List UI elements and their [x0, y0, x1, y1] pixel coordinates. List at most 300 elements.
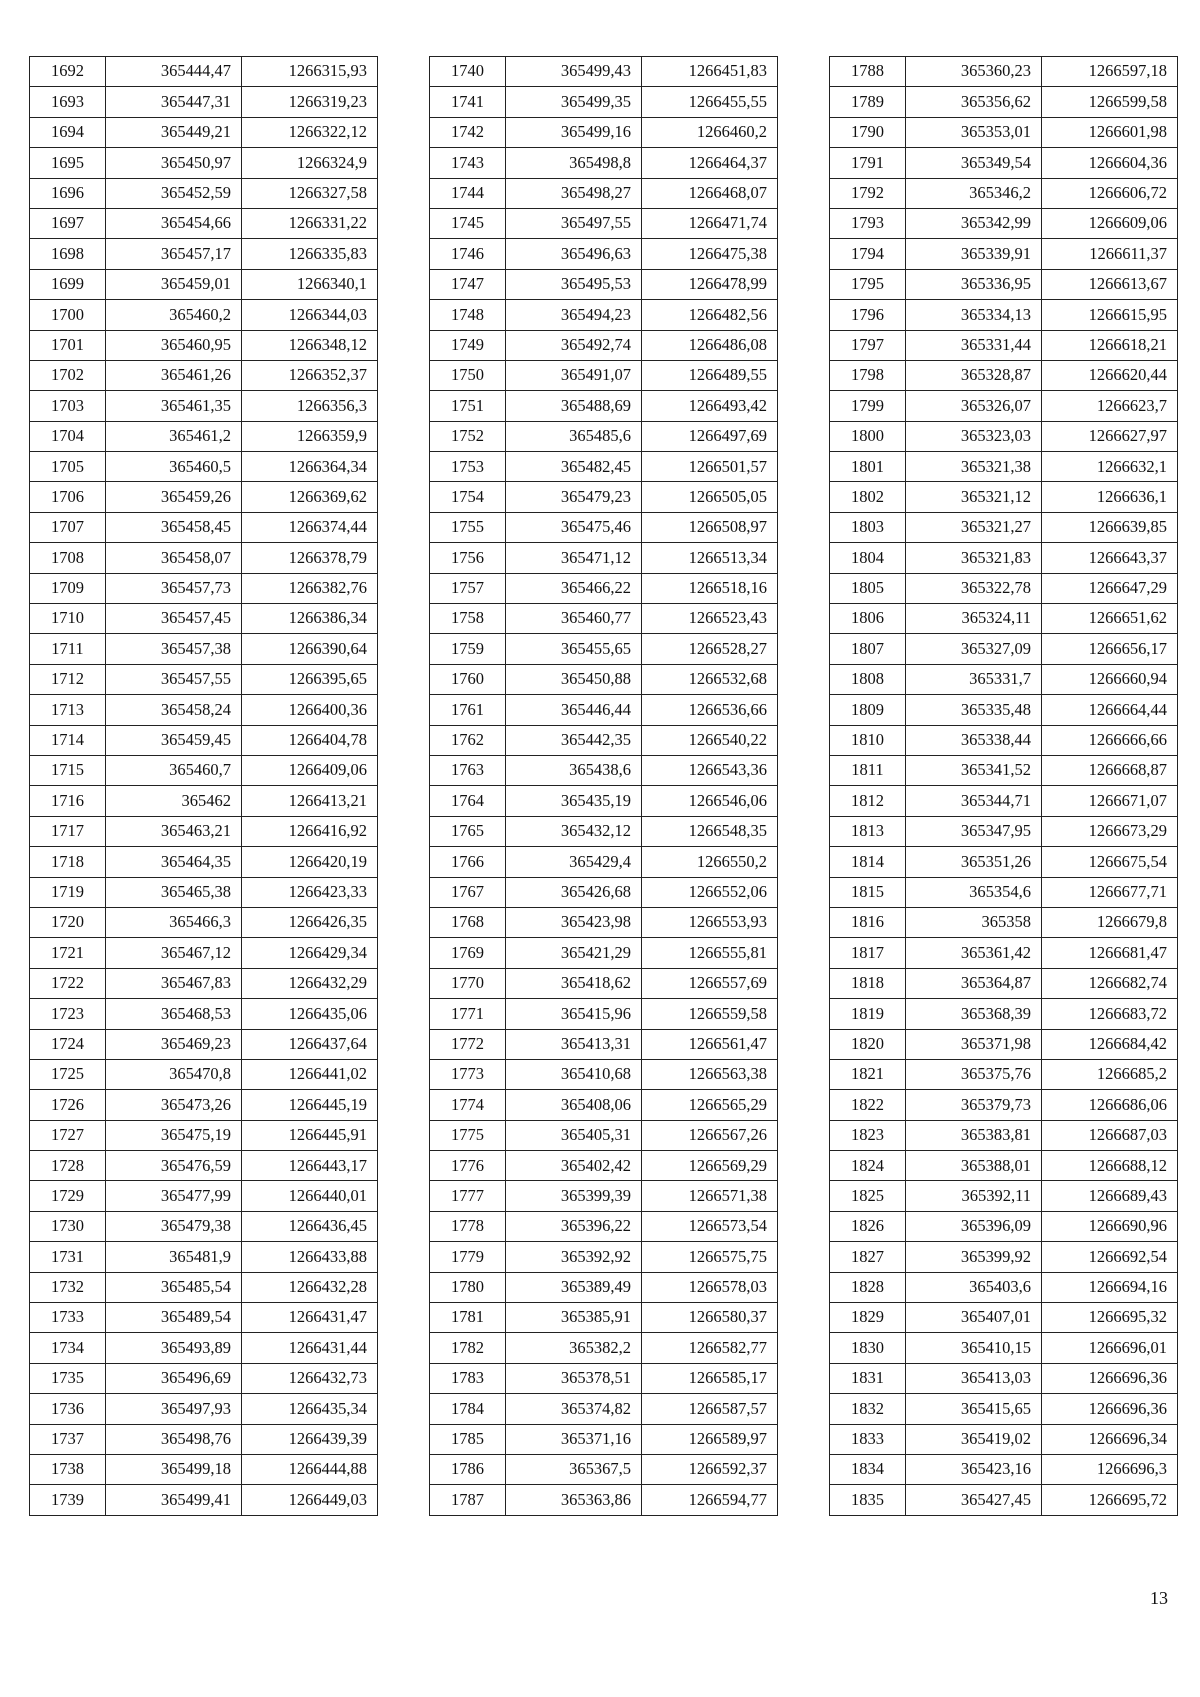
table-row: [30, 57, 378, 87]
x-coordinate-cell: 365328,87: [906, 360, 1042, 390]
x-coordinate-cell: 365360,23: [906, 57, 1042, 87]
point-number-cell: 1823: [830, 1120, 906, 1150]
table-row: [430, 604, 778, 634]
x-coordinate-cell: 365450,88: [506, 664, 642, 694]
point-number-cell: 1737: [30, 1424, 106, 1454]
table-row: [830, 786, 1178, 816]
y-coordinate-cell: 1266682,74: [1042, 968, 1178, 998]
table-row: [830, 482, 1178, 512]
x-coordinate-cell: 365461,35: [106, 391, 242, 421]
x-coordinate-cell: 365460,2: [106, 300, 242, 330]
x-coordinate-cell: 365479,38: [106, 1211, 242, 1241]
point-number-cell: 1722: [30, 968, 106, 998]
point-number-cell: 1748: [430, 300, 506, 330]
table-row: [830, 755, 1178, 785]
y-coordinate-cell: 1266647,29: [1042, 573, 1178, 603]
x-coordinate-cell: 365481,9: [106, 1242, 242, 1272]
point-number-cell: 1834: [830, 1454, 906, 1484]
point-number-cell: 1750: [430, 360, 506, 390]
x-coordinate-cell: 365321,83: [906, 543, 1042, 573]
y-coordinate-cell: 1266378,79: [242, 543, 378, 573]
point-number-cell: 1755: [430, 512, 506, 542]
x-coordinate-cell: 365336,95: [906, 269, 1042, 299]
x-coordinate-cell: 365429,4: [506, 847, 642, 877]
point-number-cell: 1822: [830, 1090, 906, 1120]
y-coordinate-cell: 1266441,02: [242, 1059, 378, 1089]
table-row: [430, 543, 778, 573]
table-row: [430, 938, 778, 968]
x-coordinate-cell: 365388,01: [906, 1151, 1042, 1181]
table-row: [430, 1272, 778, 1302]
table-row: [30, 1151, 378, 1181]
table-row: [430, 1120, 778, 1150]
point-number-cell: 1743: [430, 148, 506, 178]
x-coordinate-cell: 365499,41: [106, 1485, 242, 1515]
point-number-cell: 1751: [430, 391, 506, 421]
x-coordinate-cell: 365499,16: [506, 117, 642, 147]
table-row: [830, 269, 1178, 299]
table-row: [30, 543, 378, 573]
point-number-cell: 1728: [30, 1151, 106, 1181]
x-coordinate-cell: 365415,65: [906, 1394, 1042, 1424]
point-number-cell: 1739: [30, 1485, 106, 1515]
y-coordinate-cell: 1266546,06: [642, 786, 778, 816]
y-coordinate-cell: 1266561,47: [642, 1029, 778, 1059]
table-row: [430, 573, 778, 603]
point-number-cell: 1780: [430, 1272, 506, 1302]
point-number-cell: 1801: [830, 452, 906, 482]
y-coordinate-cell: 1266660,94: [1042, 664, 1178, 694]
y-coordinate-cell: 1266597,18: [1042, 57, 1178, 87]
point-number-cell: 1696: [30, 178, 106, 208]
x-coordinate-cell: 365361,42: [906, 938, 1042, 968]
y-coordinate-cell: 1266557,69: [642, 968, 778, 998]
y-coordinate-cell: 1266382,76: [242, 573, 378, 603]
y-coordinate-cell: 1266432,29: [242, 968, 378, 998]
x-coordinate-cell: 365468,53: [106, 999, 242, 1029]
y-coordinate-cell: 1266618,21: [1042, 330, 1178, 360]
point-number-cell: 1809: [830, 695, 906, 725]
point-number-cell: 1832: [830, 1394, 906, 1424]
point-number-cell: 1749: [430, 330, 506, 360]
table-row: [30, 300, 378, 330]
point-number-cell: 1761: [430, 695, 506, 725]
point-number-cell: 1723: [30, 999, 106, 1029]
table-row: [830, 847, 1178, 877]
table-row: [30, 208, 378, 238]
x-coordinate-cell: 365322,78: [906, 573, 1042, 603]
point-number-cell: 1752: [430, 421, 506, 451]
point-number-cell: 1814: [830, 847, 906, 877]
table-row: [430, 1424, 778, 1454]
x-coordinate-cell: 365410,15: [906, 1333, 1042, 1363]
table-row: [430, 421, 778, 451]
point-number-cell: 1802: [830, 482, 906, 512]
table-row: [430, 1090, 778, 1120]
table-row: [830, 1303, 1178, 1333]
x-coordinate-cell: 365499,35: [506, 87, 642, 117]
table-row: [430, 269, 778, 299]
y-coordinate-cell: 1266679,8: [1042, 907, 1178, 937]
table-row: [830, 1333, 1178, 1363]
x-coordinate-cell: 365356,62: [906, 87, 1042, 117]
y-coordinate-cell: 1266695,72: [1042, 1485, 1178, 1515]
table-row: [830, 1211, 1178, 1241]
table-row: [830, 1090, 1178, 1120]
table-row: [430, 664, 778, 694]
table-row: [830, 360, 1178, 390]
point-number-cell: 1747: [430, 269, 506, 299]
table-row: [430, 57, 778, 87]
table-row: [830, 1059, 1178, 1089]
y-coordinate-cell: 1266585,17: [642, 1363, 778, 1393]
y-coordinate-cell: 1266599,58: [1042, 87, 1178, 117]
point-number-cell: 1710: [30, 604, 106, 634]
x-coordinate-cell: 365403,6: [906, 1272, 1042, 1302]
table-row: [30, 573, 378, 603]
table-row: [830, 1242, 1178, 1272]
point-number-cell: 1784: [430, 1394, 506, 1424]
y-coordinate-cell: 1266352,37: [242, 360, 378, 390]
point-number-cell: 1744: [430, 178, 506, 208]
table-row: [430, 452, 778, 482]
table-row: [30, 1333, 378, 1363]
point-number-cell: 1829: [830, 1303, 906, 1333]
x-coordinate-cell: 365399,92: [906, 1242, 1042, 1272]
y-coordinate-cell: 1266426,35: [242, 907, 378, 937]
table-row: [830, 877, 1178, 907]
table-row: [30, 695, 378, 725]
point-number-cell: 1827: [830, 1242, 906, 1272]
x-coordinate-cell: 365460,7: [106, 755, 242, 785]
y-coordinate-cell: 1266552,06: [642, 877, 778, 907]
table-row: [30, 269, 378, 299]
x-coordinate-cell: 365470,8: [106, 1059, 242, 1089]
table-row: [830, 695, 1178, 725]
x-coordinate-cell: 365446,44: [506, 695, 642, 725]
table-row: [430, 330, 778, 360]
table-row: [430, 208, 778, 238]
table-row: [30, 148, 378, 178]
table-row: [830, 1485, 1178, 1515]
x-coordinate-cell: 365452,59: [106, 178, 242, 208]
table-row: [30, 360, 378, 390]
table-row: [30, 512, 378, 542]
x-coordinate-cell: 365344,71: [906, 786, 1042, 816]
coordinate-table-body: [30, 57, 378, 1516]
y-coordinate-cell: 1266688,12: [1042, 1151, 1178, 1181]
point-number-cell: 1732: [30, 1272, 106, 1302]
table-row: [30, 604, 378, 634]
x-coordinate-cell: 365413,31: [506, 1029, 642, 1059]
x-coordinate-cell: 365466,3: [106, 907, 242, 937]
point-number-cell: 1795: [830, 269, 906, 299]
y-coordinate-cell: 1266409,06: [242, 755, 378, 785]
point-number-cell: 1704: [30, 421, 106, 451]
table-row: [830, 543, 1178, 573]
x-coordinate-cell: 365489,54: [106, 1303, 242, 1333]
x-coordinate-cell: 365476,59: [106, 1151, 242, 1181]
x-coordinate-cell: 365435,19: [506, 786, 642, 816]
point-number-cell: 1734: [30, 1333, 106, 1363]
y-coordinate-cell: 1266404,78: [242, 725, 378, 755]
x-coordinate-cell: 365438,6: [506, 755, 642, 785]
y-coordinate-cell: 1266324,9: [242, 148, 378, 178]
x-coordinate-cell: 365426,68: [506, 877, 642, 907]
x-coordinate-cell: 365497,55: [506, 208, 642, 238]
coordinate-table-3: [829, 56, 1178, 1516]
y-coordinate-cell: 1266327,58: [242, 178, 378, 208]
point-number-cell: 1818: [830, 968, 906, 998]
x-coordinate-cell: 365461,2: [106, 421, 242, 451]
table-row: [830, 57, 1178, 87]
point-number-cell: 1701: [30, 330, 106, 360]
table-row: [430, 999, 778, 1029]
y-coordinate-cell: 1266445,19: [242, 1090, 378, 1120]
x-coordinate-cell: 365363,86: [506, 1485, 642, 1515]
x-coordinate-cell: 365324,11: [906, 604, 1042, 634]
point-number-cell: 1765: [430, 816, 506, 846]
point-number-cell: 1811: [830, 755, 906, 785]
x-coordinate-cell: 365341,52: [906, 755, 1042, 785]
x-coordinate-cell: 365327,09: [906, 634, 1042, 664]
x-coordinate-cell: 365321,27: [906, 512, 1042, 542]
x-coordinate-cell: 365342,99: [906, 208, 1042, 238]
x-coordinate-cell: 365371,16: [506, 1424, 642, 1454]
y-coordinate-cell: 1266686,06: [1042, 1090, 1178, 1120]
y-coordinate-cell: 1266559,58: [642, 999, 778, 1029]
y-coordinate-cell: 1266575,75: [642, 1242, 778, 1272]
y-coordinate-cell: 1266613,67: [1042, 269, 1178, 299]
table-row: [830, 421, 1178, 451]
table-row: [430, 968, 778, 998]
y-coordinate-cell: 1266664,44: [1042, 695, 1178, 725]
table-row: [430, 1363, 778, 1393]
y-coordinate-cell: 1266364,34: [242, 452, 378, 482]
point-number-cell: 1698: [30, 239, 106, 269]
x-coordinate-cell: 365399,39: [506, 1181, 642, 1211]
x-coordinate-cell: 365423,98: [506, 907, 642, 937]
x-coordinate-cell: 365471,12: [506, 543, 642, 573]
point-number-cell: 1825: [830, 1181, 906, 1211]
y-coordinate-cell: 1266501,57: [642, 452, 778, 482]
x-coordinate-cell: 365485,54: [106, 1272, 242, 1302]
point-number-cell: 1733: [30, 1303, 106, 1333]
x-coordinate-cell: 365457,73: [106, 573, 242, 603]
y-coordinate-cell: 1266611,37: [1042, 239, 1178, 269]
y-coordinate-cell: 1266315,93: [242, 57, 378, 87]
point-number-cell: 1709: [30, 573, 106, 603]
y-coordinate-cell: 1266548,35: [642, 816, 778, 846]
point-number-cell: 1695: [30, 148, 106, 178]
x-coordinate-cell: 365321,38: [906, 452, 1042, 482]
point-number-cell: 1724: [30, 1029, 106, 1059]
table-row: [30, 1120, 378, 1150]
x-coordinate-cell: 365346,2: [906, 178, 1042, 208]
table-row: [30, 1059, 378, 1089]
x-coordinate-cell: 365351,26: [906, 847, 1042, 877]
x-coordinate-cell: 365364,87: [906, 968, 1042, 998]
x-coordinate-cell: 365379,73: [906, 1090, 1042, 1120]
y-coordinate-cell: 1266471,74: [642, 208, 778, 238]
x-coordinate-cell: 365335,48: [906, 695, 1042, 725]
table-row: [30, 330, 378, 360]
table-row: [830, 664, 1178, 694]
point-number-cell: 1781: [430, 1303, 506, 1333]
table-row: [430, 148, 778, 178]
point-number-cell: 1705: [30, 452, 106, 482]
table-row: [430, 695, 778, 725]
point-number-cell: 1798: [830, 360, 906, 390]
x-coordinate-cell: 365498,27: [506, 178, 642, 208]
table-row: [30, 482, 378, 512]
point-number-cell: 1775: [430, 1120, 506, 1150]
point-number-cell: 1787: [430, 1485, 506, 1515]
point-number-cell: 1796: [830, 300, 906, 330]
x-coordinate-cell: 365477,99: [106, 1181, 242, 1211]
point-number-cell: 1697: [30, 208, 106, 238]
x-coordinate-cell: 365460,77: [506, 604, 642, 634]
point-number-cell: 1785: [430, 1424, 506, 1454]
table-row: [30, 391, 378, 421]
point-number-cell: 1770: [430, 968, 506, 998]
x-coordinate-cell: 365392,92: [506, 1242, 642, 1272]
y-coordinate-cell: 1266681,47: [1042, 938, 1178, 968]
point-number-cell: 1757: [430, 573, 506, 603]
y-coordinate-cell: 1266356,3: [242, 391, 378, 421]
y-coordinate-cell: 1266429,34: [242, 938, 378, 968]
point-number-cell: 1791: [830, 148, 906, 178]
y-coordinate-cell: 1266348,12: [242, 330, 378, 360]
x-coordinate-cell: 365495,53: [506, 269, 642, 299]
y-coordinate-cell: 1266444,88: [242, 1454, 378, 1484]
y-coordinate-cell: 1266518,16: [642, 573, 778, 603]
y-coordinate-cell: 1266420,19: [242, 847, 378, 877]
x-coordinate-cell: 365354,6: [906, 877, 1042, 907]
table-row: [430, 1485, 778, 1515]
table-row: [430, 725, 778, 755]
x-coordinate-cell: 365432,12: [506, 816, 642, 846]
y-coordinate-cell: 1266433,88: [242, 1242, 378, 1272]
point-number-cell: 1824: [830, 1151, 906, 1181]
point-number-cell: 1830: [830, 1333, 906, 1363]
x-coordinate-cell: 365331,7: [906, 664, 1042, 694]
point-number-cell: 1703: [30, 391, 106, 421]
table-row: [30, 816, 378, 846]
y-coordinate-cell: 1266671,07: [1042, 786, 1178, 816]
table-row: [430, 178, 778, 208]
point-number-cell: 1717: [30, 816, 106, 846]
y-coordinate-cell: 1266694,16: [1042, 1272, 1178, 1302]
x-coordinate-cell: 365458,24: [106, 695, 242, 725]
point-number-cell: 1819: [830, 999, 906, 1029]
point-number-cell: 1742: [430, 117, 506, 147]
point-number-cell: 1792: [830, 178, 906, 208]
table-row: [830, 907, 1178, 937]
x-coordinate-cell: 365459,01: [106, 269, 242, 299]
table-row: [30, 907, 378, 937]
point-number-cell: 1793: [830, 208, 906, 238]
point-number-cell: 1693: [30, 87, 106, 117]
table-row: [830, 148, 1178, 178]
y-coordinate-cell: 1266696,01: [1042, 1333, 1178, 1363]
x-coordinate-cell: 365339,91: [906, 239, 1042, 269]
x-coordinate-cell: 365418,62: [506, 968, 642, 998]
y-coordinate-cell: 1266423,33: [242, 877, 378, 907]
x-coordinate-cell: 365427,45: [906, 1485, 1042, 1515]
table-row: [830, 330, 1178, 360]
y-coordinate-cell: 1266573,54: [642, 1211, 778, 1241]
point-number-cell: 1746: [430, 239, 506, 269]
table-row: [830, 87, 1178, 117]
point-number-cell: 1762: [430, 725, 506, 755]
x-coordinate-cell: 365392,11: [906, 1181, 1042, 1211]
point-number-cell: 1826: [830, 1211, 906, 1241]
y-coordinate-cell: 1266475,38: [642, 239, 778, 269]
point-number-cell: 1713: [30, 695, 106, 725]
y-coordinate-cell: 1266553,93: [642, 907, 778, 937]
point-number-cell: 1731: [30, 1242, 106, 1272]
coordinate-table-2: [429, 56, 778, 1516]
point-number-cell: 1726: [30, 1090, 106, 1120]
table-row: [830, 512, 1178, 542]
y-coordinate-cell: 1266432,28: [242, 1272, 378, 1302]
x-coordinate-cell: 365455,65: [506, 634, 642, 664]
y-coordinate-cell: 1266601,98: [1042, 117, 1178, 147]
table-row: [830, 452, 1178, 482]
x-coordinate-cell: 365475,46: [506, 512, 642, 542]
point-number-cell: 1779: [430, 1242, 506, 1272]
x-coordinate-cell: 365421,29: [506, 938, 642, 968]
x-coordinate-cell: 365389,49: [506, 1272, 642, 1302]
y-coordinate-cell: 1266684,42: [1042, 1029, 1178, 1059]
table-row: [430, 360, 778, 390]
table-row: [30, 1485, 378, 1515]
point-number-cell: 1806: [830, 604, 906, 634]
x-coordinate-cell: 365465,38: [106, 877, 242, 907]
point-number-cell: 1758: [430, 604, 506, 634]
y-coordinate-cell: 1266643,37: [1042, 543, 1178, 573]
y-coordinate-cell: 1266683,72: [1042, 999, 1178, 1029]
y-coordinate-cell: 1266620,44: [1042, 360, 1178, 390]
point-number-cell: 1694: [30, 117, 106, 147]
table-row: [430, 1059, 778, 1089]
x-coordinate-cell: 365469,23: [106, 1029, 242, 1059]
point-number-cell: 1774: [430, 1090, 506, 1120]
y-coordinate-cell: 1266623,7: [1042, 391, 1178, 421]
table-row: [30, 1424, 378, 1454]
point-number-cell: 1754: [430, 482, 506, 512]
table-row: [30, 999, 378, 1029]
y-coordinate-cell: 1266400,36: [242, 695, 378, 725]
x-coordinate-cell: 365496,63: [506, 239, 642, 269]
table-row: [830, 1363, 1178, 1393]
y-coordinate-cell: 1266675,54: [1042, 847, 1178, 877]
x-coordinate-cell: 365457,55: [106, 664, 242, 694]
y-coordinate-cell: 1266532,68: [642, 664, 778, 694]
point-number-cell: 1777: [430, 1181, 506, 1211]
table-row: [30, 1090, 378, 1120]
table-row: [30, 1181, 378, 1211]
y-coordinate-cell: 1266632,1: [1042, 452, 1178, 482]
table-row: [830, 816, 1178, 846]
x-coordinate-cell: 365499,43: [506, 57, 642, 87]
x-coordinate-cell: 365466,22: [506, 573, 642, 603]
x-coordinate-cell: 365497,93: [106, 1394, 242, 1424]
table-row: [830, 1272, 1178, 1302]
y-coordinate-cell: 1266489,55: [642, 360, 778, 390]
y-coordinate-cell: 1266651,62: [1042, 604, 1178, 634]
